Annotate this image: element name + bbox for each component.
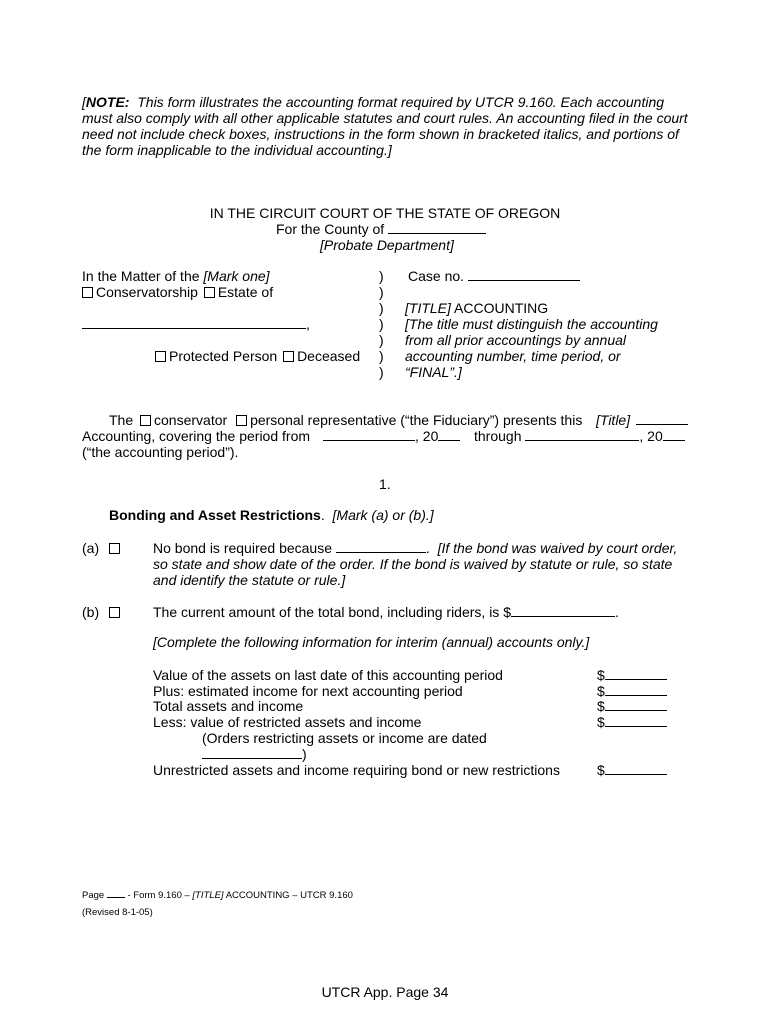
- conservatorship-checkbox[interactable]: [82, 287, 93, 298]
- note-line-3: need not include check boxes, instructions in the form shown in bracketed italics, and portions of: [82, 126, 679, 142]
- conservator-checkbox[interactable]: [140, 415, 151, 426]
- asset-amount-2[interactable]: [605, 683, 667, 696]
- title-instruction-4: “FINAL”.]: [405, 364, 462, 380]
- interim-note: [Complete the following information for interim (annual) accounts only.]: [153, 634, 590, 650]
- personal-representative-checkbox[interactable]: [236, 415, 247, 426]
- probate-department: [Probate Department]: [320, 237, 454, 253]
- section-heading: Bonding and Asset Restrictions. [Mark (a) or (b).]: [109, 507, 434, 523]
- court-title: IN THE CIRCUIT COURT OF THE STATE OF OREGON: [209, 205, 561, 221]
- deceased-checkbox[interactable]: [283, 351, 294, 362]
- item-b-checkbox[interactable]: [109, 607, 120, 618]
- protected-person-checkbox[interactable]: [155, 351, 166, 362]
- name-field[interactable]: [82, 316, 306, 329]
- period-start-field[interactable]: [323, 428, 415, 441]
- asset-row-1: Value of the assets on last date of this accounting period: [153, 667, 503, 683]
- item-a-checkbox[interactable]: [109, 543, 120, 554]
- asset-amount-3[interactable]: [605, 698, 667, 711]
- estate-checkbox[interactable]: [204, 287, 215, 298]
- page-number: UTCR App. Page 34: [321, 984, 449, 1000]
- bond-amount-field[interactable]: [511, 604, 615, 617]
- asset-amount-1[interactable]: [605, 667, 667, 680]
- note-line-4: the form inapplicable to the individual accounting.]: [82, 142, 392, 158]
- unrestricted-row: Unrestricted assets and income requiring bond or new restrictions: [153, 762, 560, 778]
- accounting-period-label: (“the accounting period”).: [82, 444, 239, 460]
- period-end-year-field[interactable]: [663, 428, 685, 441]
- orders-date-field[interactable]: [202, 746, 302, 759]
- orders-line: (Orders restricting assets or income are dated: [202, 730, 487, 746]
- case-number-label: Case no.: [408, 268, 465, 284]
- unrestricted-amount[interactable]: [605, 762, 667, 775]
- title-instruction-1: [The title must distinguish the accounting: [405, 316, 658, 332]
- title-instruction-2: from all prior accountings by annual: [405, 332, 627, 348]
- period-end-field[interactable]: [525, 428, 639, 441]
- title-instruction-3: accounting number, time period, or: [405, 348, 621, 364]
- asset-row-3: Total assets and income: [153, 698, 304, 714]
- note-label: NOTE:: [85, 94, 130, 110]
- revised-date: (Revised 8-1-05): [82, 907, 153, 918]
- note-line-2: must also comply with all other applicable statutes and court rules. An accounting filed in the court: [82, 110, 688, 126]
- asset-row-2: Plus: estimated income for next accounting period: [153, 683, 463, 699]
- asset-row-4: Less: value of restricted assets and income: [153, 714, 422, 730]
- no-bond-reason-field[interactable]: [336, 540, 426, 553]
- county-field[interactable]: [388, 221, 486, 234]
- period-start-year-field[interactable]: [438, 428, 460, 441]
- case-number-field[interactable]: [468, 268, 580, 281]
- section-number: 1.: [379, 476, 391, 492]
- county-label: For the County of: [276, 221, 385, 237]
- title-field[interactable]: [636, 412, 688, 425]
- footer-page-field[interactable]: [107, 888, 125, 898]
- asset-amount-4[interactable]: [605, 714, 667, 727]
